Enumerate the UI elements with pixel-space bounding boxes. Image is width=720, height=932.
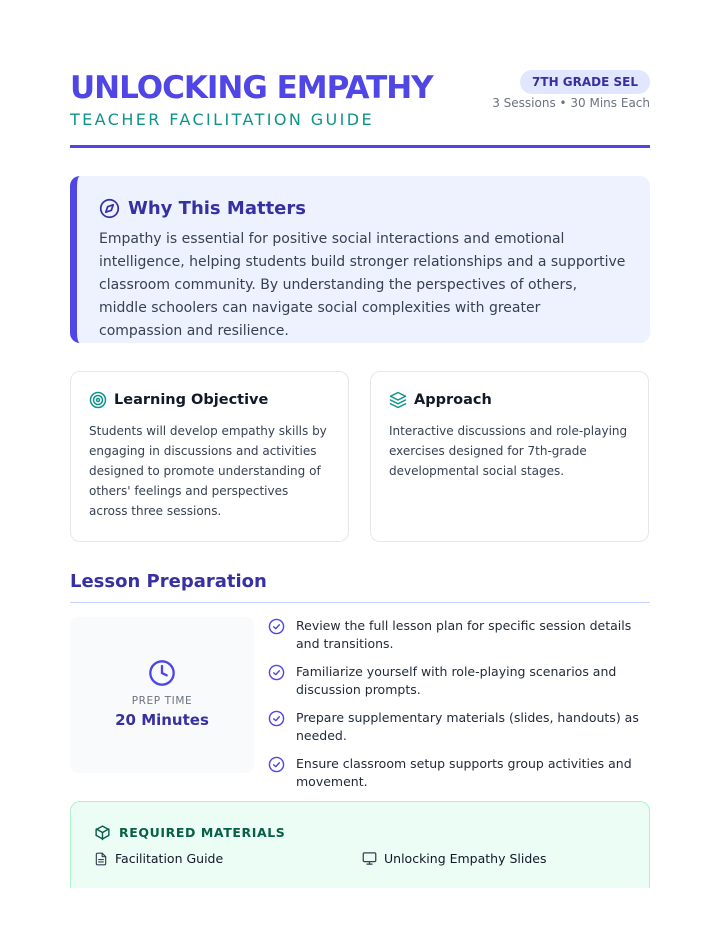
why-title: Why This Matters	[128, 198, 306, 219]
check-circle-icon	[268, 618, 286, 653]
page-title: UNLOCKING EMPATHY	[70, 70, 433, 106]
preparation-divider	[70, 602, 650, 603]
list-item	[268, 617, 652, 653]
objective-title: Learning Objective	[114, 392, 269, 408]
list-item	[268, 709, 652, 745]
why-this-matters-panel	[70, 176, 650, 343]
prep-time-box	[70, 617, 254, 773]
prep-time-label: PREP TIME	[131, 695, 193, 707]
document-icon	[94, 852, 108, 866]
checklist-text: Review the full lesson plan for specific session details and transitions.	[296, 618, 632, 651]
clock-icon	[148, 659, 176, 687]
lesson-preparation-title: Lesson Preparation	[70, 571, 267, 592]
checklist-text: Familiarize yourself with role-playing scenarios and discussion prompts.	[296, 664, 617, 697]
prep-time-value: 20 Minutes	[115, 711, 209, 729]
approach-body: Interactive discussions and role-playing exercises designed for 7th-grade developmental social stages.	[389, 424, 628, 478]
page-header	[70, 68, 650, 148]
header-divider	[70, 145, 650, 148]
sessions-info: 3 Sessions • 30 Mins Each	[492, 96, 650, 110]
monitor-icon	[362, 851, 377, 866]
material-item	[362, 851, 547, 866]
material-item	[94, 851, 223, 866]
required-materials-panel	[70, 801, 650, 901]
compass-icon	[99, 198, 120, 219]
approach-card	[370, 371, 649, 542]
list-item	[268, 663, 652, 699]
learning-objective-card	[70, 371, 349, 542]
materials-title: REQUIRED MATERIALS	[119, 825, 286, 840]
checklist-text: Ensure classroom setup supports group activities and movement.	[296, 756, 632, 789]
grade-badge: 7TH GRADE SEL	[520, 70, 650, 94]
target-icon	[89, 391, 107, 409]
why-body: Empathy is essential for positive social interactions and emotional intelligence, helping students build stronger relationships and a supportive classroom community. By understanding the perspectives of others, middle schoolers can navigate social complexities with greater compassion and resilience.	[99, 231, 626, 339]
approach-title: Approach	[414, 392, 492, 408]
check-circle-icon	[268, 756, 286, 791]
check-circle-icon	[268, 710, 286, 745]
page-bottom-margin	[0, 888, 720, 932]
material-label: Facilitation Guide	[115, 851, 224, 866]
material-label: Unlocking Empathy Slides	[384, 851, 547, 866]
list-item	[268, 755, 652, 791]
objective-body: Students will develop empathy skills by engaging in discussions and activities designed to promote understanding of others' feelings and perspectives across three sessions.	[89, 424, 327, 518]
box-icon	[94, 824, 111, 841]
layers-icon	[389, 391, 407, 409]
check-circle-icon	[268, 664, 286, 699]
preparation-checklist	[268, 617, 652, 801]
page-subtitle: TEACHER FACILITATION GUIDE	[70, 110, 375, 129]
checklist-text: Prepare supplementary materials (slides, handouts) as needed.	[296, 710, 639, 743]
